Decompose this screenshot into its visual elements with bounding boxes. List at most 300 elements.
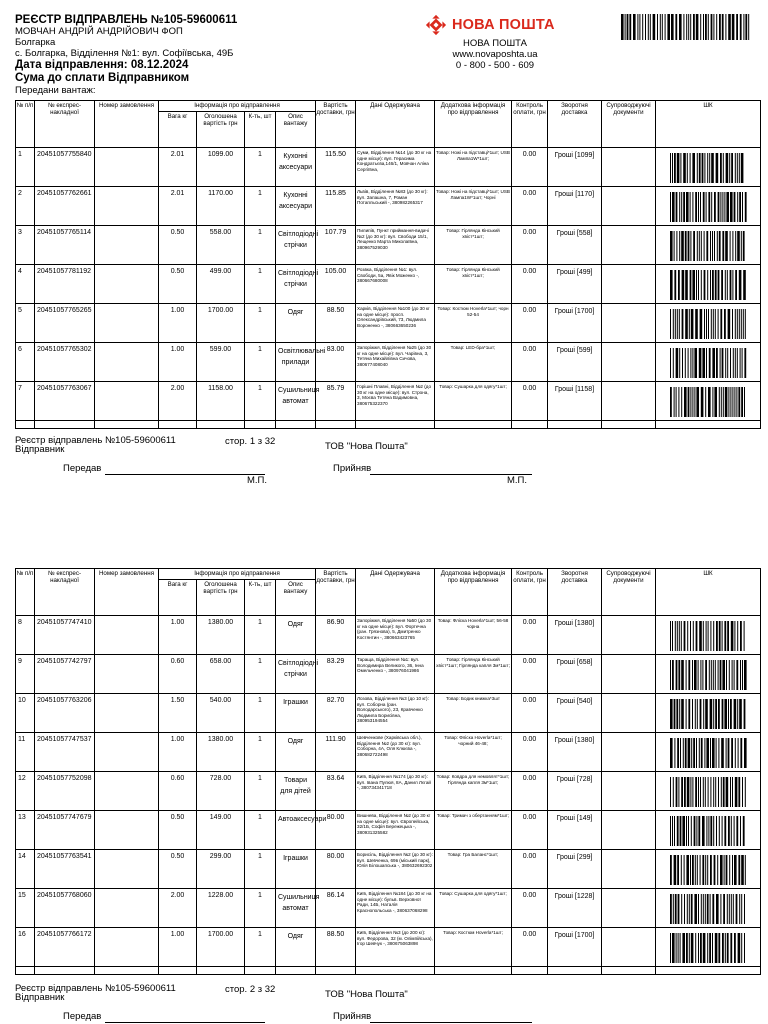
weight-value: 0.50: [159, 811, 197, 850]
quantity-value: 1: [245, 889, 276, 928]
order-number: [95, 928, 159, 967]
cargo-description: Сушильниця автомат: [276, 382, 316, 421]
cargo-description: Одяг: [276, 616, 316, 655]
payment-control: 0.00: [512, 811, 548, 850]
shipment-barcode: [656, 226, 761, 265]
sender-address: с. Болгарка, Відділення №1: вул. Софіївська, 49Б: [15, 48, 234, 59]
table-row: [16, 928, 761, 967]
express-waybill-number: 20451057763541: [35, 850, 95, 889]
delivery-cost: 88.50: [316, 304, 356, 343]
shipment-barcode: [656, 187, 761, 226]
additional-info: Товар: LED-бра*1шт;: [435, 343, 512, 382]
declared-value: 1228.00: [197, 889, 245, 928]
receiver-details: Київ, Відділення №184 (до 30 кг на одне місце): бульв. Верховної Ради, 14Б, Наталія Краснопольська -, 380637068298: [356, 889, 435, 928]
footer-page-2: [15, 984, 760, 1024]
handed-label: Передав: [63, 463, 102, 474]
col-ttn-header: № експрес-накладної: [35, 569, 95, 616]
quantity-value: 1: [245, 655, 276, 694]
page-number: стор. 1 з 32: [225, 436, 276, 447]
row-number: 5: [16, 304, 35, 343]
accompanying-docs: [602, 382, 656, 421]
order-number: [95, 850, 159, 889]
declared-value: 1380.00: [197, 733, 245, 772]
declared-value: 558.00: [197, 226, 245, 265]
additional-info: Товар: Гірлянда Кінський хвіст*1шт;: [435, 226, 512, 265]
cargo-description: Світлодіодні стрічки: [276, 655, 316, 694]
shipment-barcode: [656, 850, 761, 889]
additional-info: Товар: Фліска Hoverla*1шт; чорний 46-48;: [435, 733, 512, 772]
col-receiver-header: Дані Одержувача: [356, 101, 435, 148]
accompanying-docs: [602, 889, 656, 928]
row-number: 6: [16, 343, 35, 382]
col-delivery-header: Вартість доставки, грн: [316, 101, 356, 148]
footer-company: ТОВ "Нова Пошта": [325, 989, 408, 1000]
receiver-details: Шевченкове (Харківська обл.), Відділення №2 (до 30 кг): вул. Соборна, 4А, Оля Клюєва -, 380682722498: [356, 733, 435, 772]
sender-name: МОВЧАН АНДРІЙ АНДРІЙОВИЧ ФОП: [15, 26, 183, 37]
col-weight-header: Вага кг: [159, 112, 197, 148]
col-control-header: Контроль оплати, грн: [512, 569, 548, 616]
additional-info: Товар: Сушарка для одягу*1шт;: [435, 889, 512, 928]
weight-value: 2.01: [159, 187, 197, 226]
shipment-barcode: [656, 616, 761, 655]
delivery-cost: 86.90: [316, 616, 356, 655]
express-waybill-number: 20451057747410: [35, 616, 95, 655]
accompanying-docs: [602, 850, 656, 889]
col-num-header: № п/п: [16, 101, 35, 148]
delivery-cost: 111.90: [316, 733, 356, 772]
return-delivery: Гроші [1380]: [548, 733, 602, 772]
cargo-description: Сушильниця автомат: [276, 889, 316, 928]
express-waybill-number: 20451057765114: [35, 226, 95, 265]
accompanying-docs: [602, 811, 656, 850]
weight-value: 0.50: [159, 850, 197, 889]
express-waybill-number: 20451057766172: [35, 928, 95, 967]
additional-info: Товар: Ковдра для немовлят*1шт; Гірлянда капля 3м*1шт;: [435, 772, 512, 811]
additional-info: Товар: Фліска Hoverla*1шт; 56-58 чорна: [435, 616, 512, 655]
additional-info: Товар: Бодик книжка*3шт: [435, 694, 512, 733]
declared-value: 149.00: [197, 811, 245, 850]
cargo-description: Одяг: [276, 304, 316, 343]
return-delivery: Гроші [1099]: [548, 148, 602, 187]
shipment-barcode: [656, 265, 761, 304]
receiver-details: Харків, Відділення №100 (до 30 кг на одне місце): просп. Олександрівський, 73, Людмила Вороненко -, 380663650236: [356, 304, 435, 343]
row-number: 13: [16, 811, 35, 850]
payment-control: 0.00: [512, 616, 548, 655]
col-desc-header: Опис вантажу: [276, 112, 316, 148]
return-delivery: Гроші [558]: [548, 226, 602, 265]
company-info: [420, 38, 570, 71]
nova-poshta-logo: [425, 14, 555, 36]
delivery-cost: 82.70: [316, 694, 356, 733]
table-row: [16, 733, 761, 772]
send-date: Дата відправлення: 08.12.2024: [15, 59, 189, 71]
barcode-icon: [669, 816, 747, 846]
return-delivery: Гроші [728]: [548, 772, 602, 811]
additional-info: Товар: Ножі на підставці*1шт; USB Лампа1W*1шт; Чорні: [435, 187, 512, 226]
delivery-cost: 83.29: [316, 655, 356, 694]
payment-control: 0.00: [512, 187, 548, 226]
quantity-value: 1: [245, 304, 276, 343]
declared-value: 540.00: [197, 694, 245, 733]
accompanying-docs: [602, 187, 656, 226]
cargo-description: Товари для дітей: [276, 772, 316, 811]
cargo-description: Одяг: [276, 733, 316, 772]
col-docs-header: Супроводжуючі документи: [602, 101, 656, 148]
barcode-icon: [669, 309, 747, 339]
receiver-details: Тараща, Відділення №1: вул. Володимира Великого, 36, Інна Омельченко -, 380976041986: [356, 655, 435, 694]
barcode-icon: [669, 855, 747, 885]
additional-info: Товар: Костюм Hoverla*1шт; чорн 52-54: [435, 304, 512, 343]
table-row: [16, 850, 761, 889]
footer-page-1: [15, 436, 760, 496]
table-row: [16, 382, 761, 421]
receiver-details: Борисіль, Відділення №2 (до 30 кг): вул. Шевченка, 69в (міський парк), Юлія Білошапська -, 380632692302: [356, 850, 435, 889]
company-phone: 0 - 800 - 500 - 609: [455, 60, 535, 71]
barcode-icon: [669, 621, 747, 651]
accompanying-docs: [602, 343, 656, 382]
express-waybill-number: 20451057747679: [35, 811, 95, 850]
registry-header: [15, 14, 415, 96]
return-delivery: Гроші [299]: [548, 850, 602, 889]
delivery-cost: 83.00: [316, 343, 356, 382]
express-waybill-number: 20451057763206: [35, 694, 95, 733]
col-qty-header: К-ть, шт: [245, 112, 276, 148]
return-delivery: Гроші [1380]: [548, 616, 602, 655]
express-waybill-number: 20451057781192: [35, 265, 95, 304]
nova-poshta-logo-icon: [425, 14, 447, 36]
delivery-cost: 88.50: [316, 928, 356, 967]
table-row: [16, 811, 761, 850]
declared-value: 499.00: [197, 265, 245, 304]
payment-control: 0.00: [512, 226, 548, 265]
declared-value: 1700.00: [197, 304, 245, 343]
order-number: [95, 226, 159, 265]
cargo-description: Освітлювальні прилади: [276, 343, 316, 382]
payment-control: 0.00: [512, 655, 548, 694]
barcode-icon: [669, 777, 747, 807]
table-row: [16, 772, 761, 811]
row-number: 11: [16, 733, 35, 772]
row-number: 2: [16, 187, 35, 226]
order-number: [95, 187, 159, 226]
barcode-icon: [669, 660, 747, 690]
accompanying-docs: [602, 304, 656, 343]
table-row: [16, 889, 761, 928]
quantity-value: 1: [245, 733, 276, 772]
return-delivery: Гроші [1228]: [548, 889, 602, 928]
declared-value: 1380.00: [197, 616, 245, 655]
accompanying-docs: [602, 616, 656, 655]
cargo-description: Кухонні аксесуари: [276, 148, 316, 187]
table-row: [16, 148, 761, 187]
payment-control: 0.00: [512, 889, 548, 928]
additional-info: Товар: Гірлянда Кінський хвіст*1шт; Гірлянда капля 3м*1шт;: [435, 655, 512, 694]
footer-registry: [15, 984, 176, 1002]
order-number: [95, 694, 159, 733]
nova-poshta-brand: НОВА ПОШТА: [452, 17, 555, 33]
delivery-cost: 85.79: [316, 382, 356, 421]
receiver-details: Суми, Відділення №14 (до 30 кг на одне місце): вул. Герасима Кондратьєва,146/1, Мовчан Аліна Сергіївна,: [356, 148, 435, 187]
received-label: Прийняв: [333, 1011, 372, 1022]
order-number: [95, 811, 159, 850]
col-order-header: Номер замовлення: [95, 101, 159, 148]
express-waybill-number: 20451057768060: [35, 889, 95, 928]
col-qty-header: К-ть, шт: [245, 580, 276, 616]
accompanying-docs: [602, 733, 656, 772]
express-waybill-number: 20451057765302: [35, 343, 95, 382]
receiver-details: Київ, Відділення №174 (до 30 кг): вул. Івана Пулюя, 8А, Данил Лєгай -, 380734341718: [356, 772, 435, 811]
weight-value: 1.00: [159, 928, 197, 967]
company-name: НОВА ПОШТА: [463, 38, 527, 49]
return-delivery: Гроші [1700]: [548, 304, 602, 343]
weight-value: 1.00: [159, 343, 197, 382]
table-row: [16, 265, 761, 304]
shipment-barcode: [656, 733, 761, 772]
accompanying-docs: [602, 694, 656, 733]
weight-value: 1.00: [159, 733, 197, 772]
table-row: [16, 694, 761, 733]
cargo-description: Кухонні аксесуари: [276, 187, 316, 226]
receiver-details: Горішні Плавні, Відділення №2 (до 30 кг на одне місце): вул. Строна, 3, Моєва Тетяна Вадимовна, 380675322370: [356, 382, 435, 421]
handed-signature-line: [105, 474, 265, 475]
barcode-icon: [669, 348, 747, 378]
receiver-details: Запоріжжя, Відділення №50 (до 30 кг на одне місце): вул. Фортечна (ран. Грязнова), 5, Дмитренко Костянтин -, 380663423765: [356, 616, 435, 655]
row-number: 12: [16, 772, 35, 811]
footer-sender-label: Відправник: [15, 444, 65, 455]
order-number: [95, 343, 159, 382]
receiver-details: Пилипів, Пункт приймання-видачі №2 (до 30 кг): вул. Свободи 15/1, Лещенко Марта Миколаївна, 380967529030: [356, 226, 435, 265]
shipment-barcode: [656, 655, 761, 694]
sender-settlement: Болгарка: [15, 37, 56, 48]
cargo-description: Світлодіодні стрічки: [276, 265, 316, 304]
col-ttn-header: № експрес-накладної: [35, 101, 95, 148]
barcode-icon: [669, 270, 747, 300]
declared-value: 1700.00: [197, 928, 245, 967]
quantity-value: 1: [245, 928, 276, 967]
col-declared-header: Оголошена вартість грн: [197, 580, 245, 616]
delivery-cost: 80.00: [316, 811, 356, 850]
footer-registry: [15, 436, 176, 454]
delivery-cost: 115.50: [316, 148, 356, 187]
cargo-description: Одяг: [276, 928, 316, 967]
return-delivery: Гроші [1158]: [548, 382, 602, 421]
declared-value: 1099.00: [197, 148, 245, 187]
order-number: [95, 772, 159, 811]
order-number: [95, 148, 159, 187]
barcode-icon: [669, 894, 747, 924]
stamp-label-2: М.П.: [507, 475, 528, 486]
weight-value: 1.50: [159, 694, 197, 733]
row-number: 1: [16, 148, 35, 187]
row-number: 14: [16, 850, 35, 889]
receiver-details: Розвка, Відділення №1: вул. Свободи, 5а, Явік Моженко -, 380667680008: [356, 265, 435, 304]
delivery-cost: 80.00: [316, 850, 356, 889]
payment-label: Сума до сплати Відправником: [15, 72, 190, 84]
row-number: 9: [16, 655, 35, 694]
registry-title: РЕЄСТР ВІДПРАВЛЕНЬ №105-59600611: [15, 14, 238, 26]
shipments-table-page-1: [15, 100, 761, 429]
additional-info: Товар: Ножі на підставці*1шт; USB Лампа1W*1шт;: [435, 148, 512, 187]
barcode-icon: [669, 153, 747, 183]
accompanying-docs: [602, 655, 656, 694]
express-waybill-number: 20451057762661: [35, 187, 95, 226]
return-delivery: Гроші [599]: [548, 343, 602, 382]
declared-value: 299.00: [197, 850, 245, 889]
return-delivery: Гроші [1170]: [548, 187, 602, 226]
order-number: [95, 304, 159, 343]
row-number: 16: [16, 928, 35, 967]
shipment-barcode: [656, 928, 761, 967]
barcode-icon: [669, 933, 747, 963]
registry-barcode-icon: [620, 14, 752, 40]
footer-company: ТОВ "Нова Пошта": [325, 441, 408, 452]
payment-control: 0.00: [512, 772, 548, 811]
col-receiver-header: Дані Одержувача: [356, 569, 435, 616]
shipment-barcode: [656, 343, 761, 382]
shipment-barcode: [656, 304, 761, 343]
shipment-barcode: [656, 889, 761, 928]
delivery-cost: 86.14: [316, 889, 356, 928]
accompanying-docs: [602, 928, 656, 967]
row-number: 4: [16, 265, 35, 304]
weight-value: 2.00: [159, 382, 197, 421]
quantity-value: 1: [245, 187, 276, 226]
table-row: [16, 226, 761, 265]
payment-control: 0.00: [512, 343, 548, 382]
col-additional-header: Додаткова інформація про відправлення: [435, 101, 512, 148]
delivery-cost: 107.79: [316, 226, 356, 265]
additional-info: Товар: Сушарка для одягу*1шт;: [435, 382, 512, 421]
shipment-barcode: [656, 148, 761, 187]
weight-value: 0.50: [159, 265, 197, 304]
return-delivery: Гроші [540]: [548, 694, 602, 733]
col-info-header: Інформація про відправлення: [159, 569, 316, 580]
additional-info: Товар: Гірлянда Кінський хвіст*1шт;: [435, 265, 512, 304]
cargo-description: Іграшки: [276, 850, 316, 889]
table-row: [16, 616, 761, 655]
express-waybill-number: 20451057765265: [35, 304, 95, 343]
col-info-header: Інформація про відправлення: [159, 101, 316, 112]
accompanying-docs: [602, 226, 656, 265]
receiver-details: Київ, Відділення №3 (до 200 кг): вул. Федорова, 32 (м. Олімпійська), Ігор Шевчук -, 380675063898: [356, 928, 435, 967]
cargo-label: Передани вантаж:: [15, 85, 96, 96]
accompanying-docs: [602, 772, 656, 811]
cargo-description: Автоаксесуари: [276, 811, 316, 850]
row-number: 15: [16, 889, 35, 928]
payment-control: 0.00: [512, 850, 548, 889]
table-row: [16, 304, 761, 343]
col-desc-header: Опис вантажу: [276, 580, 316, 616]
table-row: [16, 343, 761, 382]
barcode-icon: [669, 699, 747, 729]
accompanying-docs: [602, 148, 656, 187]
received-label: Прийняв: [333, 463, 372, 474]
col-num-header: № п/п: [16, 569, 35, 616]
receiver-details: Львів, Відділення №83 (до 30 кг): вул. Запашна, 7, Роман Потапльський -, 380982265317: [356, 187, 435, 226]
weight-value: 0.50: [159, 226, 197, 265]
weight-value: 1.00: [159, 304, 197, 343]
weight-value: 0.60: [159, 655, 197, 694]
quantity-value: 1: [245, 265, 276, 304]
receiver-details: Вишнева, Відділення №2 (до 30 кг на одне місце): вул. Європейська, 32/1Б, Софія Бережецька -, 380931325582: [356, 811, 435, 850]
return-delivery: Гроші [658]: [548, 655, 602, 694]
declared-value: 658.00: [197, 655, 245, 694]
table-row: [16, 655, 761, 694]
received-signature-line: [370, 1022, 532, 1023]
delivery-cost: 83.64: [316, 772, 356, 811]
payment-control: 0.00: [512, 148, 548, 187]
delivery-cost: 105.00: [316, 265, 356, 304]
additional-info: Товар: Костюм Hoverla*1шт;: [435, 928, 512, 967]
col-declared-header: Оголошена вартість грн: [197, 112, 245, 148]
order-number: [95, 616, 159, 655]
payment-control: 0.00: [512, 265, 548, 304]
col-weight-header: Вага кг: [159, 580, 197, 616]
quantity-value: 1: [245, 382, 276, 421]
row-number: 7: [16, 382, 35, 421]
weight-value: 2.01: [159, 148, 197, 187]
order-number: [95, 733, 159, 772]
additional-info: Товар: Тримач з обертанням*1шт;: [435, 811, 512, 850]
order-number: [95, 382, 159, 421]
shipment-barcode: [656, 382, 761, 421]
declared-value: 599.00: [197, 343, 245, 382]
express-waybill-number: 20451057752098: [35, 772, 95, 811]
quantity-value: 1: [245, 772, 276, 811]
handed-label: Передав: [63, 1011, 102, 1022]
col-docs-header: Супроводжуючі документи: [602, 569, 656, 616]
row-number: 10: [16, 694, 35, 733]
express-waybill-number: 20451057763067: [35, 382, 95, 421]
order-number: [95, 265, 159, 304]
payment-control: 0.00: [512, 304, 548, 343]
return-delivery: Гроші [149]: [548, 811, 602, 850]
footer-sender-label: Відправник: [15, 992, 65, 1003]
col-delivery-header: Вартість доставки, грн: [316, 569, 356, 616]
barcode-icon: [669, 738, 747, 768]
row-number: 3: [16, 226, 35, 265]
row-number: 8: [16, 616, 35, 655]
col-additional-header: Додаткова інформація про відправлення: [435, 569, 512, 616]
weight-value: 1.00: [159, 616, 197, 655]
barcode-icon: [669, 387, 747, 417]
quantity-value: 1: [245, 694, 276, 733]
quantity-value: 1: [245, 148, 276, 187]
accompanying-docs: [602, 265, 656, 304]
table-filler-row: [16, 967, 761, 975]
shipment-barcode: [656, 694, 761, 733]
col-control-header: Контроль оплати, грн: [512, 101, 548, 148]
declared-value: 1170.00: [197, 187, 245, 226]
shipment-barcode: [656, 772, 761, 811]
payment-control: 0.00: [512, 694, 548, 733]
express-waybill-number: 20451057755840: [35, 148, 95, 187]
return-delivery: Гроші [499]: [548, 265, 602, 304]
order-number: [95, 889, 159, 928]
col-barcode-header: ШК: [656, 101, 761, 148]
shipment-barcode: [656, 811, 761, 850]
cargo-description: Іграшки: [276, 694, 316, 733]
table-filler-row: [16, 421, 761, 429]
handed-signature-line: [105, 1022, 265, 1023]
weight-value: 2.00: [159, 889, 197, 928]
table-header-row: [16, 569, 761, 580]
quantity-value: 1: [245, 343, 276, 382]
weight-value: 0.60: [159, 772, 197, 811]
payment-control: 0.00: [512, 382, 548, 421]
receiver-details: Запоріжжя, Відділення №25 (до 30 кг на одне місце): вул. Чарівна, 3, Тетяна Михайлівна Сичова, 380677408040: [356, 343, 435, 382]
return-delivery: Гроші [1700]: [548, 928, 602, 967]
